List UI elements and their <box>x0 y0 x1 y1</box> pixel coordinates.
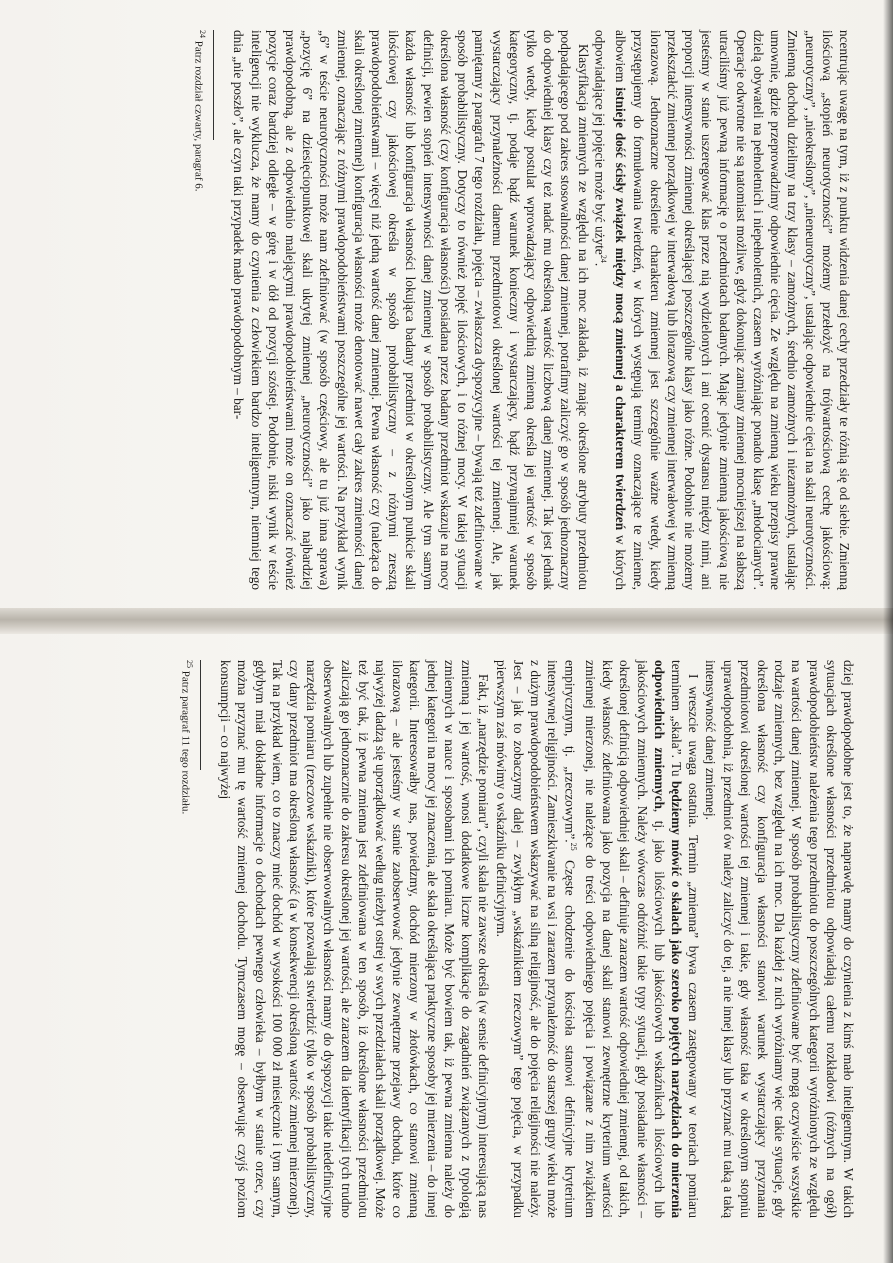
paragraph-text: , tj. jako ilościowych lub jakościowych wskaźnikach ilościowych lub jakościowych zmiennych. Należy wówczas odróżnić takie typy sytuacji, gdy posiadanie własności – określonej definicją odpowiedniej skali – definiuje zarazem wartość odpowiedniej zmiennej, od takich, kiedy własność zdefiniowana jako pozycja na danej skali stanowi zewnętrzne kryterium wartości zmiennej mierzonej, nie należące do treści odpowiedniego pojęcia i powiązane z nim związkiem empirycznym, tj. „rzeczowym”. <box>562 660 667 1219</box>
paragraph-text: w których odpowiadające jej pojęcie może być użyte <box>592 30 629 591</box>
footnote-number: 25 <box>185 660 195 668</box>
paragraph <box>230 30 591 590</box>
book-page-upper <box>73 0 893 612</box>
footnote-divider <box>213 30 214 140</box>
footnote-text: Patrz rozdział czwarty, paragraf 6. <box>192 40 205 192</box>
paragraph-text: Fakt, iż „narzędzie pomiaru”, czyli skala nie zawsze określa (w sensie definicyjnym) interesującą nas zmienną i jej wartość, wnosi dodatkowe liczne komplikacje do zagadnień związanych z typologią zmiennych w nauce i sposobami ich pomiaru. Może być bowiem tak, iż pewna zmienna należy do jednej kategorii na mocy jej znaczenia, ale skala określająca praktyczne sposoby jej mierzenia – do innej kategorii. Interesowałby nas, powiedzmy, dochód mierzony w złotówkach, co stanowi zmienną ilorazową – ale jesteśmy w stanie zaobserwować jedynie zewnętrzne przejawy dochodu, które co najwyżej dadzą się uporządkować według niezbyt ostrej w swych przedziałach skali porządkowej. Może też być tak, iż pewna zmienna jest zdefiniowana w ten sposób, iż określone własności przedmiotu zaliczają go jednoznacznie do zakresu określonej jej wartości, ale zarazem dla identyfikacji tych trudno obserwowalnych lub zupełnie nie obserwowalnych własności mamy do dyspozycji takie niedefinicyjne narzędzia pomiaru (rzeczowe wskaźniki), które pozwalają stwierdzić tylko w sposób probabilistyczny, czy dany przedmiot ma określoną własność (a w konsekwencji określoną wartość zmiennej mierzonej). Tak na przykład wiem, co to znaczy mieć dochód w wysokości 100 000 zł miesięcznie i tym samym, gdybym miał dokładne informacje o dochodach pewnego człowieka – byłbym w stanie orzec, czy można przyznać mu tę wartość zmiennej dochodu. Tymczasem mogę – obserwując czyjś poziom konsumpcji – co najwyżej <box>218 660 492 1218</box>
paragraph-text: Klasyfikacja zmiennych ze względu na ich moc zakłada, iż znając określone atrybuty przedmiotu podpadającego pod zakres stosowalności danej zmiennej, potrafimy zaliczyć go w sposób jednoznaczny do odpowiedniej klasy czy też nadać mu określoną wartość liczbową danej zmiennej. Tak jest jednak tylko wtedy, kiedy postulat wprowadzający odpowiednią zmienną określa jej wartość w sposób kategoryczny, tj. podaje bądź warunek konieczny i wystarczający, bądź przynajmniej warunek wystarczający przynależności danemu przedmiotowi określonej wartości tej zmiennej. Ale, jak pamiętamy z paragrafu 7 tego rozdziału, pojęcia – zwłaszcza dyspozycyjne – bywają też zdefiniowane w sposób probabilistyczny. Dotyczy to również pojęć ilościowych, i to różnej mocy. W takiej sytuacji określona własność (czy konfiguracja własności) posiadana przez badany przedmiot wskazuje na mocy definicji, pewien stopień intensywności danej zmiennej w sposób probabilistyczny. Ale tym samym każda własność lub konfiguracja własności lokująca badany przedmiot w określonym punkcie skali ilościowej czy jakościowej określa w sposób probabilistyczny – z różnymi zresztą prawdopodobieństwami – więcej niż jedną wartość danej zmiennej. Pewna własność czy (należąca do skali określonej zmiennej) konfiguracja własności może denotować nawet cały zakres zmienności danej zmiennej, oznaczając z różnymi prawdopodobieństwami poszczególne jej wartości. Na przykład wynik „6” w teście neurotyczności może nam zdefiniować (w sposób częściowy, ale tu już inna sprawa) „pozycję 6” na dziesięciopunktowej skali ukrytej zmiennej „neurotyczności” jako najbardziej prawdopodobną, ale z odpowiednio malejącymi prawdopodobieństwami może on oznaczać również pozycje coraz bardziej odległe – w górę i w dół od pozycji szóstej. Podobnie, niski wynik w teście inteligencji nie wyklucza, że mamy do czynienia z człowiekiem bardzo inteligentnym, niemniej tego dnia „nie poszło”, ale czyn taki przypadek mało prawdopodobnym – bar- <box>231 30 591 590</box>
book-page-lower <box>73 630 893 1240</box>
footnote-marker: 24 <box>599 254 609 263</box>
footnote-divider <box>200 660 201 770</box>
paragraph-text: I wreszcie uwaga ostatnia. Termin „zmienna” bywa czasem zastępowany w teoriach pomiaru terminem „skala”. Tu <box>668 660 702 1218</box>
paragraph-text: dziej prawdopodobne jest to, że naprawdę mamy do czynienia z kimś mało inteligentnym. W takich sytuacjach określone własności przedmiotu odpowiadają całemu rozkładowi (różnych na ogół) prawdopodobieństw należenia tego przedmiotu do poszczególnych kategorii wyróżnionych ze względu na wartości danej zmiennej. W sposób probabilistyczny zdefiniowane być mogą oczywiście wszystkie rodzaje zmiennych, bez względu na ich moc. Dla każdej z nich wyróżniamy więc takie sytuacje, gdy określona własność czy konfiguracja własności stanowi warunek wystarczający przyznania przedmiotowi określonej wartości tej zmiennej i takie, gdy własność taka w określonym stopniu uprawdopodobnia, iż przedmiot ów należy zaliczyć do tej, a nie innej klasy lub przyznać mu taką a taką intensywność danej zmiennej. <box>703 660 856 1218</box>
paragraph <box>217 660 492 1218</box>
footnote-text: Patrz paragraf 11 tego rozdziału. <box>179 670 192 815</box>
bold-term: istnieje dość ścisły związek między mocą zmiennej a charakterem twierdzeń <box>613 87 629 531</box>
paragraph <box>702 660 857 1218</box>
footnote-marker: 25 <box>568 842 578 851</box>
paragraph-text: ncentrując uwagę na tym, iż z punktu widzenia danej cechy przedziały te różnią się od siebie. Zmienną ilościową „stopień neurotyczności” możemy przełożyć na trójwartościową cechę jakościową: „neurotyczny”, „nieokreślony”, „nieneurotyczny”, ustalając odpowiednie cięcia na skali neurotyczności. Zmienną dochodu dzielimy na trzy klasy – zamożnych, średnio zamożnych i niezamożnych, ustalając umownie, gdzie przeprowadzimy odpowiednie cięcia. Ze względu na zmienną wieku przepisy prawne dzielą obywateli na pełnoletnich i niepełnoletnich, czasem wyróżniając ponadto klasę „młodocianych”. Operacje odwrotne nie są natomiast możliwe, gdyż dokonując zamiany zmiennej mocniejszej na słabszą utraciliśmy już pewną informację o przedmiotach badanych. Mając jedynie zmienną jakościową nie jesteśmy w stanie uszeregować klas przez nią wydzielonych i ani ocenić dystansu między nimi, ani proporcji intensywności zmiennej określającej poszczególne klasy jako różne. Podobnie nie możemy przekształcić zmiennej porządkowej w interwałową lub ilorazową czy zmiennej interwałowej w zmienną ilorazową. Jednoznaczne określenie charakteru zmiennej jest szczególnie ważne wtedy, kiedy przystępujemy do formułowania twierdzeń, w których występują terminy oznaczające te zmienne, albowiem <box>613 30 852 590</box>
page-edge-shadow <box>883 0 893 1263</box>
footnote <box>192 30 210 590</box>
paragraph-text: . <box>592 262 608 267</box>
bold-term: będziemy mówić o skalach jako szeroko pojętych narzędziach do mierzenia odpowiednich zmiennych <box>651 660 684 1218</box>
paragraph <box>592 30 853 590</box>
footnote-number: 24 <box>198 30 208 38</box>
footnote <box>178 660 196 1218</box>
paragraph <box>492 660 702 1218</box>
paragraph-text: Częste chodzenie do kościoła stanowi definicyjne kryterium intensywnej religijności. Zamieszkiwanie na wsi i zarazem przynależność do starszej grupy wieku może z dużym prawdopodobieństwem wskazywać na silną religijność, ale do pojęcia religijności nie należy. Jest – jak to zobaczymy dalej – zwykłym „wskaźnikiem rzeczowym” tego pojęcia, w przypadku pierwszym zaś mówimy o wskaźniku definicyjnym. <box>493 660 578 1218</box>
